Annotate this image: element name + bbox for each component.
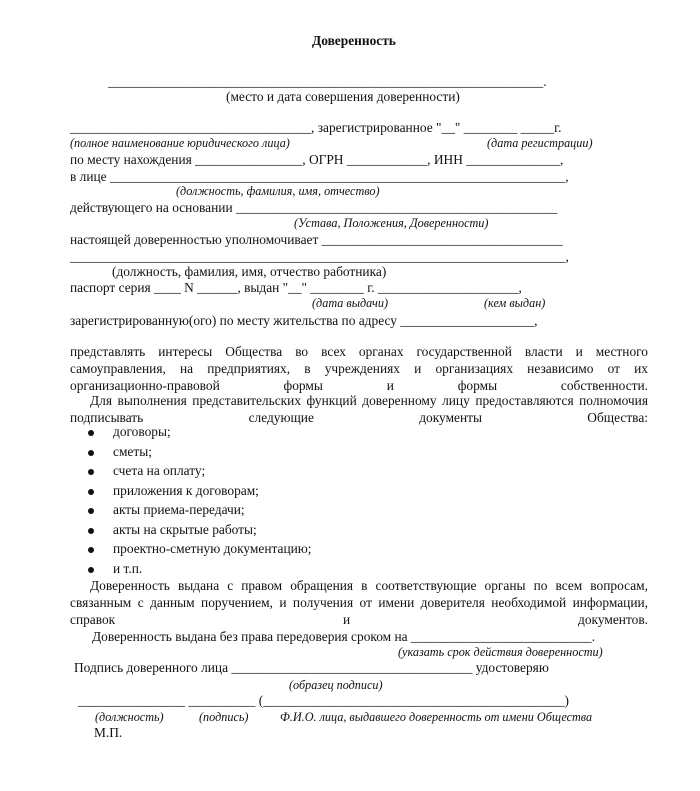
place-date-line: _________________________________________________________________. xyxy=(108,74,547,89)
list-item: договоры; xyxy=(113,424,171,439)
list-item: и т.п. xyxy=(113,561,143,576)
stamp-label: М.П. xyxy=(94,725,123,740)
bullet-icon xyxy=(88,547,96,555)
documents-intro-paragraph: Для выполнения представительских функций доверенному лицу предоставляются полномочия подписывать следующие документы Общества: xyxy=(70,393,648,425)
organization-caption: (полное наименование юридического лица) xyxy=(70,136,290,150)
employee-caption: (должность, фамилия, имя, отчество работника) xyxy=(112,264,387,279)
term-line: Доверенность выдана без права передоверия сроком на ___________________________. xyxy=(92,629,596,644)
bullet-icon xyxy=(88,508,96,516)
list-item: приложения к договорам; xyxy=(113,483,259,498)
basis-caption: (Устава, Положения, Доверенности) xyxy=(294,216,489,230)
list-item: акты приема-передачи; xyxy=(113,502,245,517)
representative-line: в лице ____________________________________________________________________, xyxy=(70,169,569,184)
list-item: проектно-сметную документацию; xyxy=(113,541,312,556)
list-item: акты на скрытые работы; xyxy=(113,522,257,537)
registration-date-caption: (дата регистрации) xyxy=(487,136,593,150)
rights-paragraph: Доверенность выдана с правом обращения в соответствующие органы по всем вопросам, связанным с данным поручением, и получения от имени доверителя необходимой информации, справок и документов. xyxy=(70,578,648,627)
representative-caption: (должность, фамилия, имя, отчество) xyxy=(176,184,380,198)
fio-caption: Ф.И.О. лица, выдавшего доверенность от имени Общества xyxy=(280,710,593,724)
residence-line: зарегистрированную(ого) по месту жительства по адресу ____________________, xyxy=(70,313,538,328)
organization-line: ____________________________________, зарегистрированное "__" ________ _____г. xyxy=(70,120,562,135)
position-caption: (должность) xyxy=(95,710,164,724)
bullet-icon xyxy=(88,567,96,575)
bullet-icon xyxy=(88,469,96,477)
bullet-icon xyxy=(88,430,96,438)
signature-caption: (образец подписи) xyxy=(289,678,383,692)
list-item: сметы; xyxy=(113,444,152,459)
authorizes-line: настоящей доверенностью уполномочивает ____________________________________ xyxy=(70,232,563,247)
issue-date-caption: (дата выдачи) xyxy=(312,296,389,310)
address-line: по месту нахождения ________________, ОГРН ____________, ИНН ______________, xyxy=(70,152,564,167)
bullet-icon xyxy=(88,489,96,497)
employee-line: __________________________________________________________________________, xyxy=(70,249,569,264)
basis-line: действующего на основании ________________________________________________ xyxy=(70,200,558,215)
place-date-caption: (место и дата совершения доверенности) xyxy=(226,89,460,104)
signature-short-caption: (подпись) xyxy=(199,710,249,724)
document-title: Доверенность xyxy=(312,33,396,48)
bullet-icon xyxy=(88,450,96,458)
term-caption: (указать срок действия доверенности) xyxy=(398,645,603,659)
list-item: счета на оплату; xyxy=(113,463,206,478)
bullet-icon xyxy=(88,528,96,536)
passport-line: паспорт серия ____ N ______, выдан "__" ________ г. _____________________, xyxy=(70,280,522,295)
issued-by-caption: (кем выдан) xyxy=(484,296,546,310)
signature-line: Подпись доверенного лица ____________________________________ удостоверяю xyxy=(74,660,549,675)
powers-paragraph: представлять интересы Общества во всех органах государственной власти и местного самоуправления, на предприятиях, в учреждениях и организациях независимо от их организационно-правовой формы и формы собственности. xyxy=(70,344,648,393)
signatory-line: ________________ __________ (_____________________________________________) xyxy=(78,693,569,708)
